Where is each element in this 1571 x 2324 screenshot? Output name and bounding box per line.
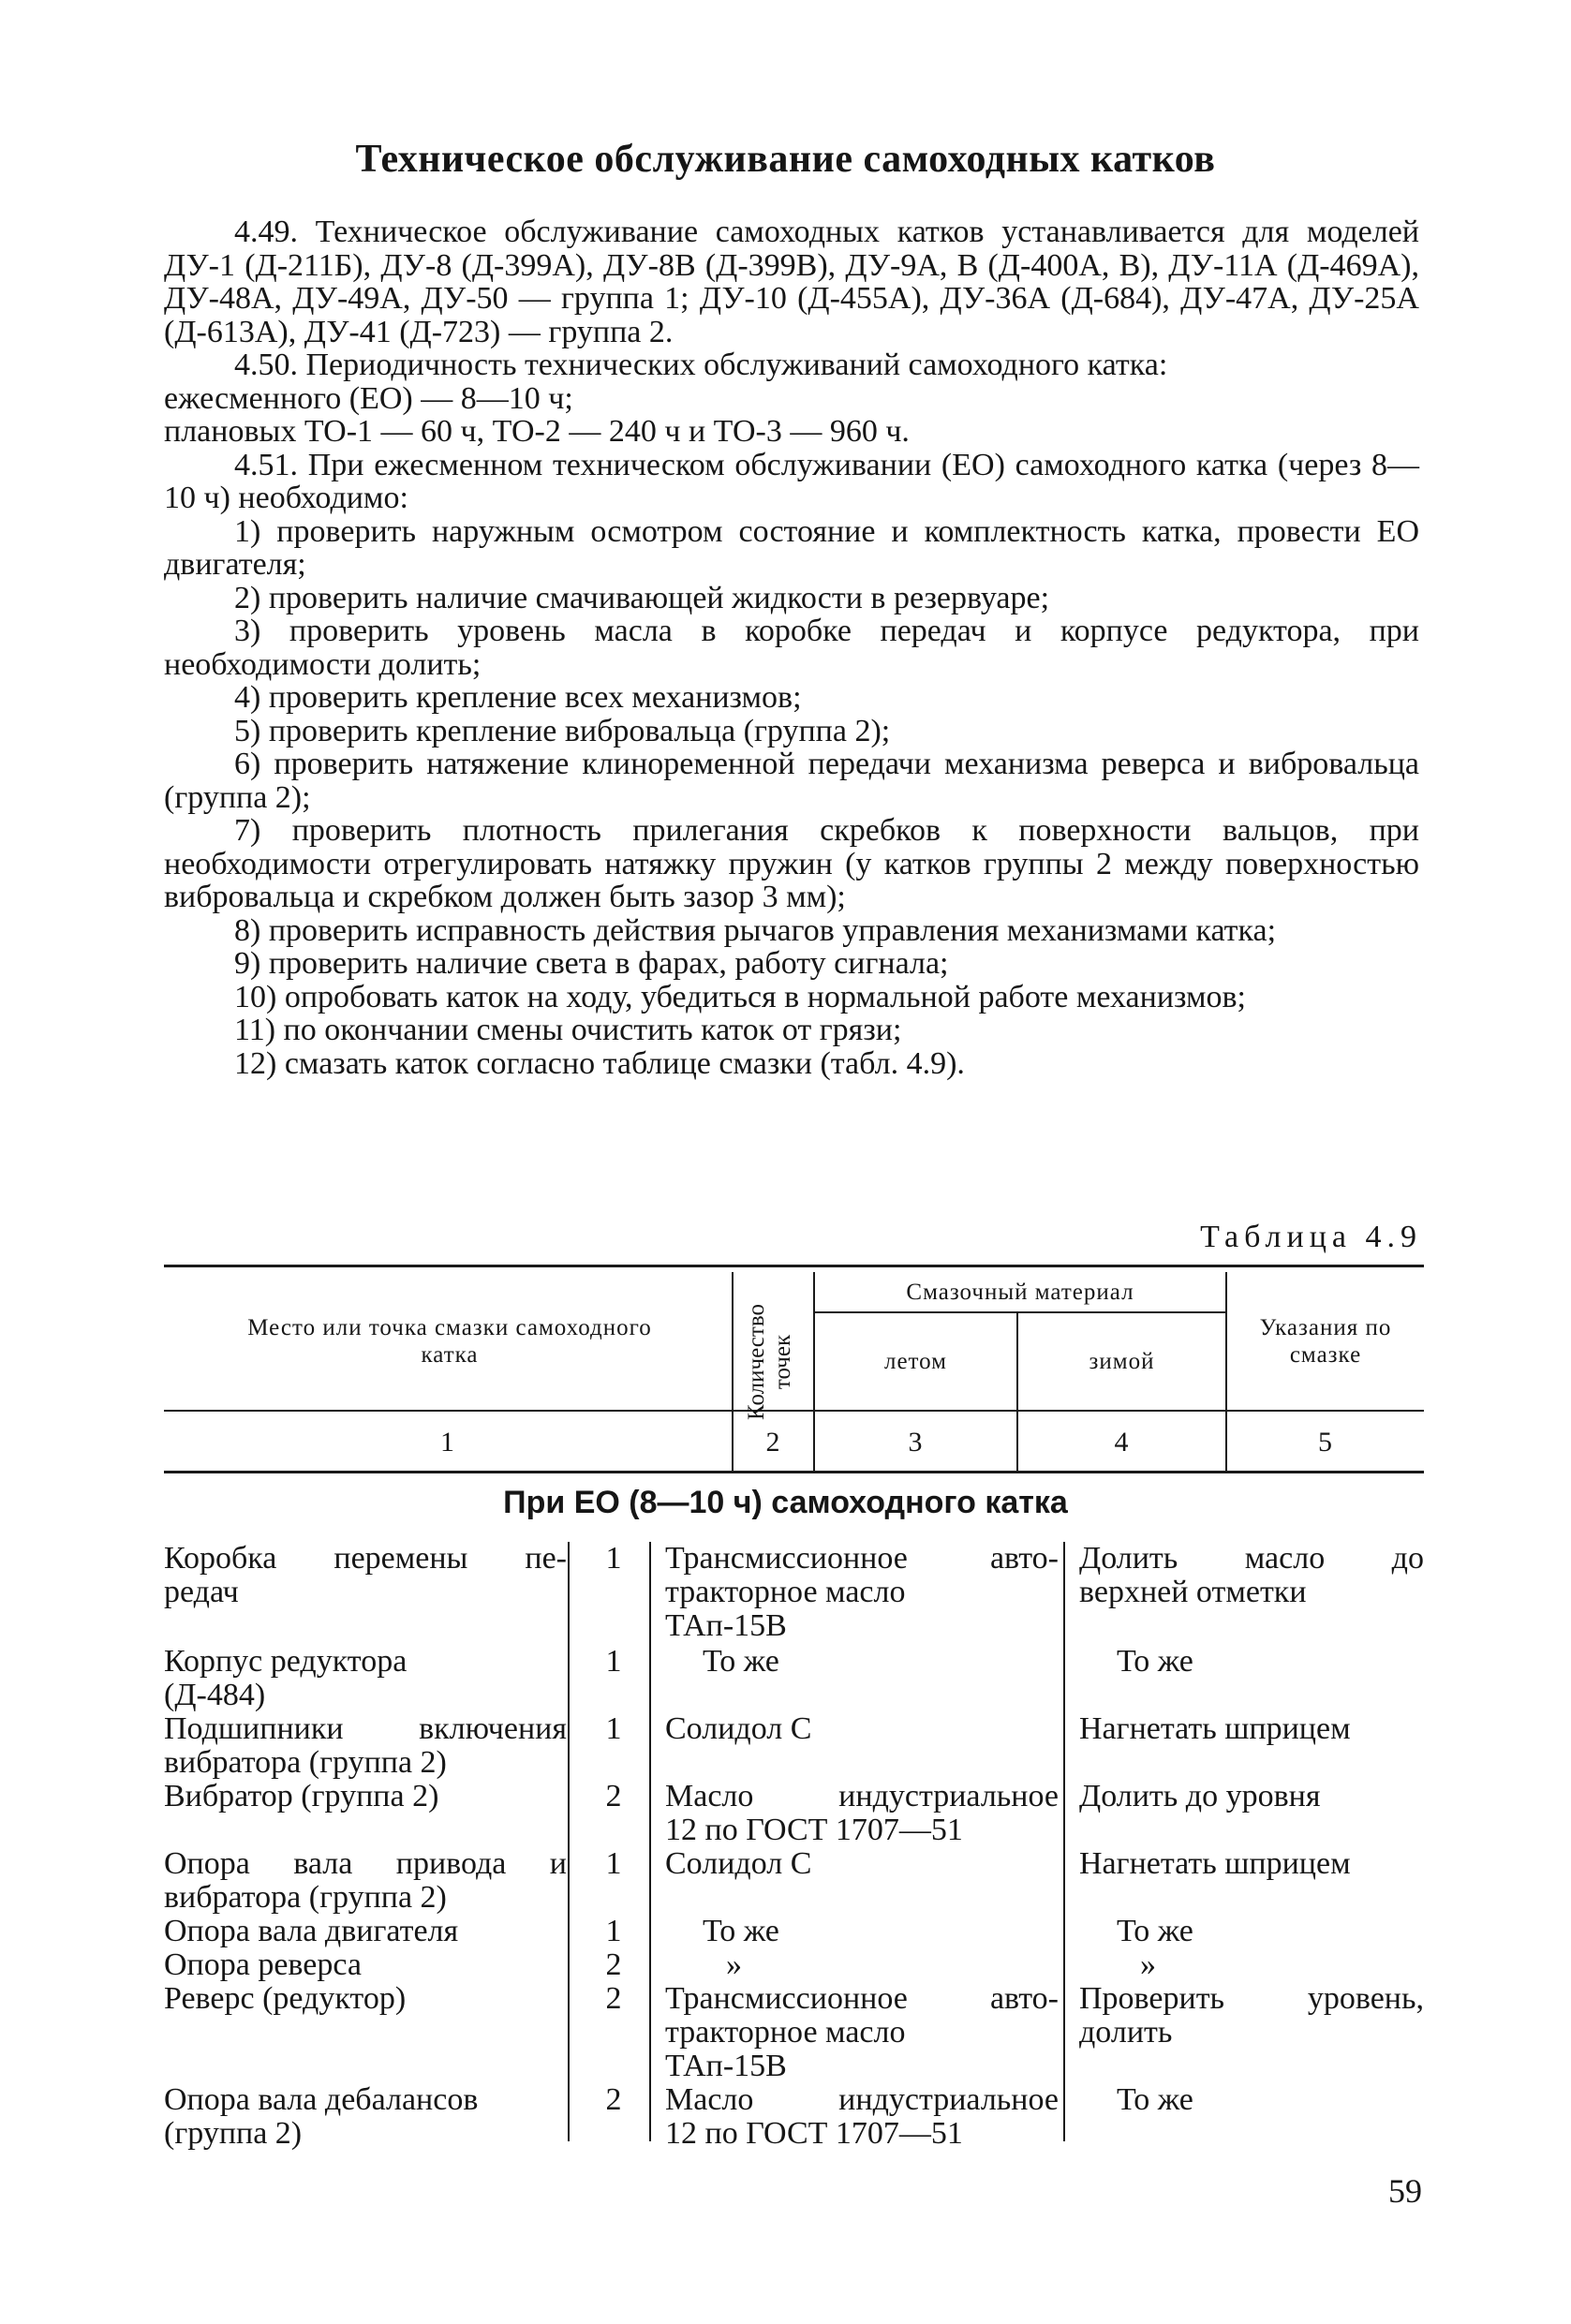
cell-count: 1 xyxy=(605,1541,622,1576)
cell-line: вибратора (группа 2) xyxy=(164,1745,447,1780)
cell-line: Опора реверса xyxy=(164,1947,362,1982)
cell-instruction xyxy=(1079,1982,1424,2050)
cell-line: Трансмиссионное авто- xyxy=(665,1541,1059,1576)
cell-material xyxy=(665,1982,1059,2083)
cell-place xyxy=(164,2083,567,2151)
cell-line: То же xyxy=(1117,1644,1193,1679)
col-number: 3 xyxy=(908,1426,924,1458)
header-count-text: Количество точек xyxy=(744,1304,795,1420)
cell-place xyxy=(164,1982,567,2016)
paragraph: 3) проверить уровень масла в коробке передач и корпусе редуктора, при необходимости долить; xyxy=(164,614,1419,682)
paragraph: 7) проверить плотность прилегания скребков к поверхности вальцов, при необходимости отрегулировать натяжку пружин (у катков группы 2 между поверхностью вибровальца и скребком должен быть зазор 3 мм); xyxy=(164,813,1419,914)
cell-line: ТАп-15В xyxy=(665,1608,787,1643)
paragraph: 6) проверить натяжение клиноременной передачи механизма реверса и вибровальца (группа 2); xyxy=(164,747,1419,815)
cell-instruction xyxy=(1079,1645,1461,1679)
cell-line: Проверить уровень, xyxy=(1079,1981,1424,2016)
cell-line: вибратора (группа 2) xyxy=(164,1880,447,1915)
cell-line: ТАп-15В xyxy=(665,2049,787,2083)
paragraph: 4.50. Периодичность технических обслуживаний самоходного катка: xyxy=(234,348,1168,382)
paragraph: 11) по окончании смены очистить каток от грязи; xyxy=(234,1013,902,1047)
cell-line: » xyxy=(1140,1947,1156,1982)
cell-line: 12 по ГОСТ 1707—51 xyxy=(665,2116,963,2151)
paragraph: 8) проверить исправность действия рычагов управления механизмами катка; xyxy=(234,912,1277,948)
cell-place xyxy=(164,1847,567,1915)
cell-instruction xyxy=(1079,1847,1424,1881)
cell-place xyxy=(164,1948,567,1982)
cell-line: Долить масло до xyxy=(1079,1541,1424,1576)
cell-line: То же xyxy=(1117,1914,1193,1948)
cell-instruction xyxy=(1079,1780,1424,1813)
cell-place xyxy=(164,1780,567,1813)
paragraph: ежесменного (ЕО) — 8—10 ч; xyxy=(164,380,573,416)
cell-count: 2 xyxy=(605,1981,622,2016)
cell-material xyxy=(665,1780,1059,1847)
cell-line: Корпус редуктора xyxy=(164,1644,408,1679)
cell-instruction xyxy=(1079,2083,1461,2117)
cell-line: Трансмиссионное авто- xyxy=(665,1981,1059,2016)
header-summer: летом xyxy=(883,1349,947,1374)
cell-line: Опора вала дебалансов xyxy=(164,2082,479,2117)
cell-material xyxy=(665,1712,1059,1746)
cell-line: верхней отметки xyxy=(1079,1575,1307,1609)
cell-place xyxy=(164,1712,567,1780)
cell-line: То же xyxy=(703,1914,779,1948)
cell-line: Нагнетать шприцем xyxy=(1079,1711,1351,1746)
table-header xyxy=(164,1265,1424,1478)
cell-count: 1 xyxy=(605,1711,622,1746)
cell-count: 2 xyxy=(605,1947,622,1982)
header-place: Место или точка смазки самоходного катка xyxy=(247,1314,652,1368)
cell-line: Масло индустриальное xyxy=(665,2082,1059,2117)
cell-line: (группа 2) xyxy=(164,2116,303,2151)
header-winter: зимой xyxy=(1089,1349,1155,1374)
cell-line: Масло индустриальное xyxy=(665,1779,1059,1813)
cell-line: (Д-484) xyxy=(164,1678,266,1712)
paragraph: 1) проверить наружным осмотром состояние и комплектность катка, провести ЕО двигателя; xyxy=(164,513,1419,582)
cell-instruction xyxy=(1079,1712,1424,1746)
cell-line: Долить до уровня xyxy=(1079,1779,1321,1813)
cell-line: » xyxy=(726,1947,742,1982)
col-divider xyxy=(1063,1542,1065,2141)
paragraph: 2) проверить наличие смачивающей жидкости в резервуаре; xyxy=(234,580,1050,615)
page-title: Техническое обслуживание самоходных катков xyxy=(355,138,1216,181)
cell-material xyxy=(665,1847,1059,1881)
cell-line: Солидол С xyxy=(665,1711,812,1746)
header-top-rule xyxy=(164,1265,1424,1267)
header-material: Смазочный материал xyxy=(906,1279,1134,1305)
cell-material xyxy=(665,1915,1096,1948)
col-number: 2 xyxy=(765,1426,781,1458)
cell-line: То же xyxy=(1117,2082,1193,2117)
paragraph: 5) проверить крепление вибровальца (группа 2); xyxy=(234,713,891,748)
cell-place xyxy=(164,1915,567,1948)
paragraph: 4.49. Техническое обслуживание самоходных катков устанавливается для моделей ДУ-1 (Д-211Б), ДУ-8 (Д-399А), ДУ-8В (Д-399В), ДУ-9А, В (Д-400А, В), ДУ-11А (Д-469А), ДУ-48А, ДУ-49А, ДУ-50 — группа 1; ДУ-10 (Д-455А), ДУ-36А (Д-684), ДУ-47А, ДУ-25А (Д-613А), ДУ-41 (Д-723) — группа 2. xyxy=(164,215,1419,349)
table-caption: Таблица 4.9 xyxy=(1200,1220,1422,1254)
cell-line: 12 по ГОСТ 1707—51 xyxy=(665,1813,963,1847)
cell-material xyxy=(665,1948,1119,1982)
cell-material xyxy=(665,1542,1059,1643)
cell-instruction xyxy=(1079,1542,1424,1609)
cell-line: Коробка перемены пе- xyxy=(164,1541,567,1576)
cell-place xyxy=(164,1542,567,1609)
cell-count: 1 xyxy=(605,1644,622,1679)
cell-line: тракторное масло xyxy=(665,1575,906,1609)
cell-count: 2 xyxy=(605,2082,622,2117)
cell-line: долить xyxy=(1079,2015,1173,2050)
cell-count: 2 xyxy=(605,1779,622,1813)
cell-line: Подшипники включения xyxy=(164,1711,567,1746)
cell-line: Солидол С xyxy=(665,1846,812,1881)
page-number: 59 xyxy=(1388,2172,1422,2210)
cell-place xyxy=(164,1645,567,1712)
paragraph: 10) опробовать каток на ходу, убедиться в нормальной работе механизмов; xyxy=(234,979,1246,1014)
cell-line: Опора вала двигателя xyxy=(164,1914,459,1948)
cell-material xyxy=(665,2083,1059,2151)
cell-line: Нагнетать шприцем xyxy=(1079,1846,1351,1881)
table-bottom-rule xyxy=(164,1471,1424,1473)
col-divider xyxy=(649,1542,651,2141)
paragraph: 4) проверить крепление всех механизмов; xyxy=(234,680,802,715)
cell-line: Опора вала привода и xyxy=(164,1846,567,1881)
table-section-heading: При ЕО (8—10 ч) самоходного катка xyxy=(503,1485,1068,1520)
cell-instruction xyxy=(1079,1948,1485,1982)
cell-line: Реверс (редуктор) xyxy=(164,1981,407,2016)
col-number: 4 xyxy=(1114,1426,1130,1458)
col-number: 5 xyxy=(1318,1426,1333,1458)
cell-instruction xyxy=(1079,1915,1461,1948)
header-instructions: Указания по смазке xyxy=(1259,1314,1392,1368)
cell-count: 1 xyxy=(605,1914,622,1948)
paragraph: плановых ТО-1 — 60 ч, ТО-2 — 240 ч и ТО-3 — 960 ч. xyxy=(164,414,910,449)
paragraph: 9) проверить наличие света в фарах, работу сигнала; xyxy=(234,946,949,981)
cell-material xyxy=(665,1645,1096,1679)
paragraph: 12) смазать каток согласно таблице смазки (табл. 4.9). xyxy=(234,1045,965,1081)
col-divider xyxy=(568,1542,570,2141)
body-text xyxy=(164,215,1419,1080)
paragraph: 4.51. При ежесменном техническом обслуживании (ЕО) самоходного катка (через 8—10 ч) необходимо: xyxy=(164,447,1419,515)
cell-line: То же xyxy=(703,1644,779,1679)
cell-line: редач xyxy=(164,1575,239,1609)
col-number: 1 xyxy=(440,1426,455,1458)
cell-line: тракторное масло xyxy=(665,2015,906,2050)
cell-count: 1 xyxy=(605,1846,622,1881)
cell-line: Вибратор (группа 2) xyxy=(164,1779,439,1813)
